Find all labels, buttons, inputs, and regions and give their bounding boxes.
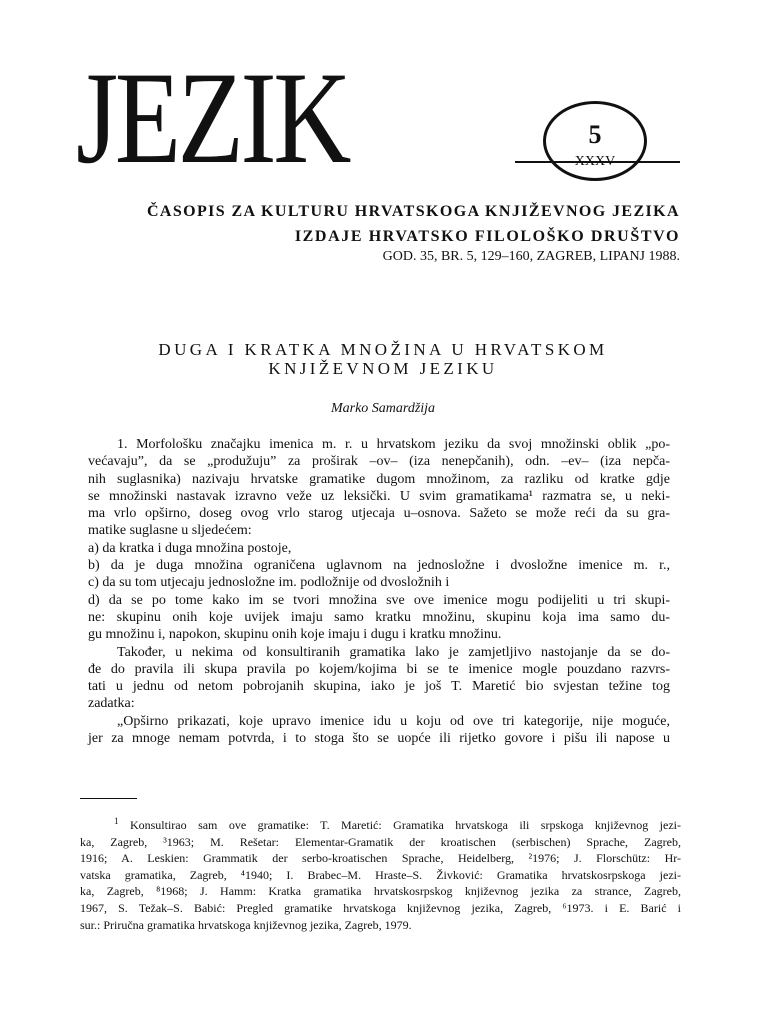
body-line: a) da kratka i duga množina postoje, <box>88 540 292 556</box>
body-line: jer za mnoge nemam potvrda, i to stoga što se uopće ili rijetko govore i pišu ili napose u <box>88 731 670 747</box>
footnote-line: sur.: Priručna gramatika hrvatskoga književnog jezika, Zagreb, 1979. <box>80 917 412 932</box>
body-line: većavaju”, da se „produžuju” za proširak –ov– (iza nenepčanih), odn. –ev– (iza nepča- <box>88 454 670 470</box>
journal-subtitle: ČASOPIS ZA KULTURU HRVATSKOGA KNJIŽEVNOG JEZIKA <box>146 203 680 220</box>
body-line: ne: skupinu onih koje uvijek imaju samo kratku množinu, skupinu koja ima samo du- <box>88 609 670 625</box>
footnote-line-text: Konsultirao sam ove gramatike: T. Maretić: Gramatika hrvatskoga ili srpskoga književnog jezi- <box>129 818 682 832</box>
footnote-line <box>80 817 681 834</box>
article-body <box>88 436 670 747</box>
issue-volume: XXXV <box>574 154 616 169</box>
body-line: tati u jednu od netom pobrojanih skupina, iako je još T. Maretić bio svjestan težine tog <box>88 679 670 695</box>
body-line: zadatka: <box>88 696 135 712</box>
body-line: 1. Morfološku značajku imenica m. r. u hrvatskom jeziku da svoj množinski oblik „po- <box>117 437 670 452</box>
footnote-line: vatska gramatika, Zagreb, ⁴1940; I. Brabec–M. Hraste–S. Živković: Gramatika hrvatskosrpskoga jezi- <box>80 867 681 882</box>
article-author: Marko Samardžija <box>330 401 436 416</box>
footnote-marker: 1 <box>114 816 119 826</box>
article-title-line-2: KNJIŽEVNOM JEZIKU <box>268 359 498 378</box>
journal-logo: JEZIK <box>76 44 349 191</box>
issue-number: 5 <box>588 120 602 149</box>
footnote-rule <box>80 798 137 799</box>
footnote-line: ka, Zagreb, ³1963; M. Rešetar: Elementar-Gramatik der kroatischen (serbischen) Sprache, Zagreb, <box>80 834 681 849</box>
footnote-line: 1916; A. Leskien: Grammatik der serbo-kroatischen Sprache, Heidelberg, ²1976; J. Florschütz: Hr- <box>80 851 681 866</box>
body-line: gu množinu i, napokon, skupinu onih koje imaju i dugu i kratku množinu. <box>88 627 502 643</box>
body-line: ma vrlo opširno, doseg ovog vrlo starog utjecaja u–osnova. Sažeto se može reći da su gra- <box>88 506 670 522</box>
body-line: b) da je duga množina ograničena uglavnom na jednosložne i dvosložne imenice m. r., <box>88 558 670 574</box>
footnote-line: ka, Zagreb, ⁸1968; J. Hamm: Kratka gramatika hrvatskosrpskog književnog jezika za strance, Zagreb, <box>80 884 681 899</box>
body-line: d) da se po tome kako im se tvori množina sve ove imenice mogu podijeliti u tri skupi- <box>88 592 670 608</box>
issue-info: GOD. 35, BR. 5, 129–160, ZAGREB, LIPANJ 1988. <box>382 249 680 264</box>
journal-publisher: IZDAJE HRVATSKO FILOLOŠKO DRUŠTVO <box>294 228 680 245</box>
footnote <box>80 817 681 933</box>
article-title-line-1: DUGA I KRATKA MNOŽINA U HRVATSKOM <box>158 340 608 359</box>
body-line: nih suglasnika) nazivaju hrvatske gramatike dugom množinom, za razliku od kratke gdje <box>88 471 670 487</box>
body-line: c) da su tom utjecaju jednosložne im. podložnije od dvosložnih i <box>88 575 450 591</box>
body-line: Također, u nekima od konsultiranih gramatika lako je zamjetljivo nastojanje da se do- <box>117 644 670 660</box>
body-line: đe do pravila ili skupa pravila po kojem/kojima bi se te imenice mogle pouzdano razvrs- <box>88 661 670 677</box>
body-line: matike suglasne u sljedećem: <box>88 523 252 539</box>
body-line: se množinski nastavak izravno veže uz leksički. U svim gramatikama¹ razmatra se, u neki- <box>88 488 670 504</box>
body-line: „Opširno prikazati, koje upravo imenice idu u koju od ove tri kategorije, nije moguće, <box>117 713 670 729</box>
footnote-line: 1967, S. Težak–S. Babić: Pregled gramatike hrvatskoga književnog jezika, Zagreb, ⁶1973. i E. Barić i <box>80 900 681 915</box>
issue-badge <box>543 101 647 181</box>
